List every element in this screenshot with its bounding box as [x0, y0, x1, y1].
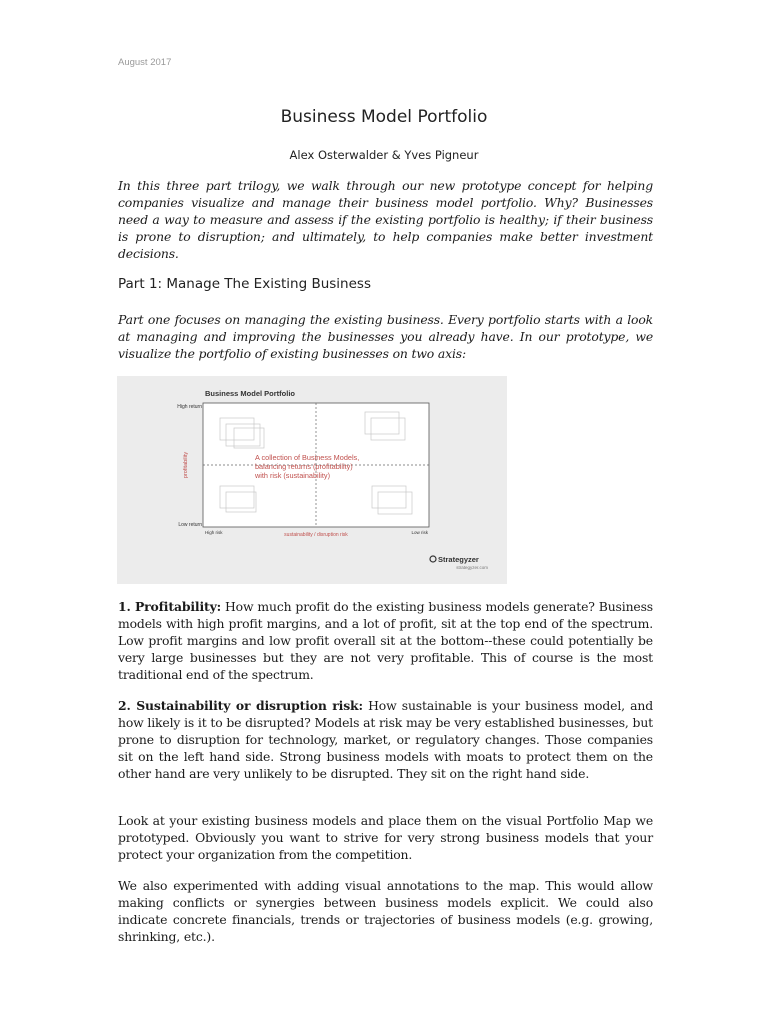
item-sustainability-label: 2. Sustainability or disruption risk: — [118, 698, 363, 713]
portfolio-map-diagram — [117, 376, 507, 584]
brand-name: Strategyzer — [438, 555, 479, 564]
figure-title: Business Model Portfolio — [205, 389, 296, 398]
document-authors: Alex Osterwalder & Yves Pigneur — [289, 148, 479, 162]
experiment-paragraph: We also experimented with adding visual annotations to the map. This would allow making conflicts or synergies between business models explicit. We could also indicate concrete financials, trends or trajectories of business models (e.g. growing, shrinking, etc.). — [118, 878, 653, 944]
intro-paragraph: In this three part trilogy, we walk through our new prototype concept for helping companies visualize and manage their business model portfolio. Why? Businesses need a way to measure and assess if the existing portfolio is healthy; if their business is prone to disruption; and ultimately, to help companies make better investment decisions. — [118, 178, 653, 261]
document-date: August 2017 — [118, 57, 172, 68]
item-sustainability-text: How sustainable is your business model, and how likely is it to be disrupted? Models at risk may be very established businesses, but prone to disruption for technology, market, or regulatory changes. Those companies sit on the left hand side. Strong business models with moats to protect them on the other hand are very unlikely to be disrupted. They sit on the right hand side. — [118, 698, 653, 781]
strategyzer-logo-icon — [430, 556, 436, 562]
part1-lead-paragraph: Part one focuses on managing the existing business. Every portfolio starts with a look at managing and improving the businesses you already have. In our prototype, we visualize the portfolio of existing businesses on two axis: — [118, 312, 653, 361]
item-profitability-text: How much profit do the existing business models generate? Business models with high profit margins, and a lot of profit, sit at the top end of the spectrum. Low profit margins and low profit overall sit at the bottom--these could potentially be very large businesses but they are not very profitable. This of course is the most traditional end of the spectrum. — [118, 599, 653, 682]
item-sustainability-paragraph — [118, 697, 653, 782]
brand-url: strategyzer.com — [456, 565, 488, 570]
document-title: Business Model Portfolio — [280, 107, 488, 127]
x-axis-right-label: Low risk — [411, 530, 428, 535]
center-annotation-line2: balancing returns (profitability) — [255, 462, 353, 471]
section-heading-part1: Part 1: Manage The Existing Business — [118, 276, 371, 292]
x-axis-left-label: High risk — [205, 530, 223, 535]
look-paragraph: Look at your existing business models and place them on the visual Portfolio Map we prototyped. Obviously you want to strive for very strong business models that your protect your organization from the competition. — [118, 813, 653, 862]
portfolio-map-figure — [117, 376, 507, 584]
strategyzer-logo — [430, 555, 488, 570]
center-annotation-line3: with risk (sustainability) — [255, 471, 331, 480]
item-profitability-label: 1. Profitability: — [118, 599, 222, 614]
item-profitability-paragraph — [118, 598, 653, 683]
x-axis-title: sustainability / disruption risk — [284, 532, 348, 538]
y-axis-top-label: High return — [177, 404, 202, 410]
y-axis-bottom-label: Low return — [178, 522, 202, 528]
center-annotation-line1: A collection of Business Models, — [255, 453, 360, 462]
y-axis-title: profitability — [183, 451, 189, 479]
